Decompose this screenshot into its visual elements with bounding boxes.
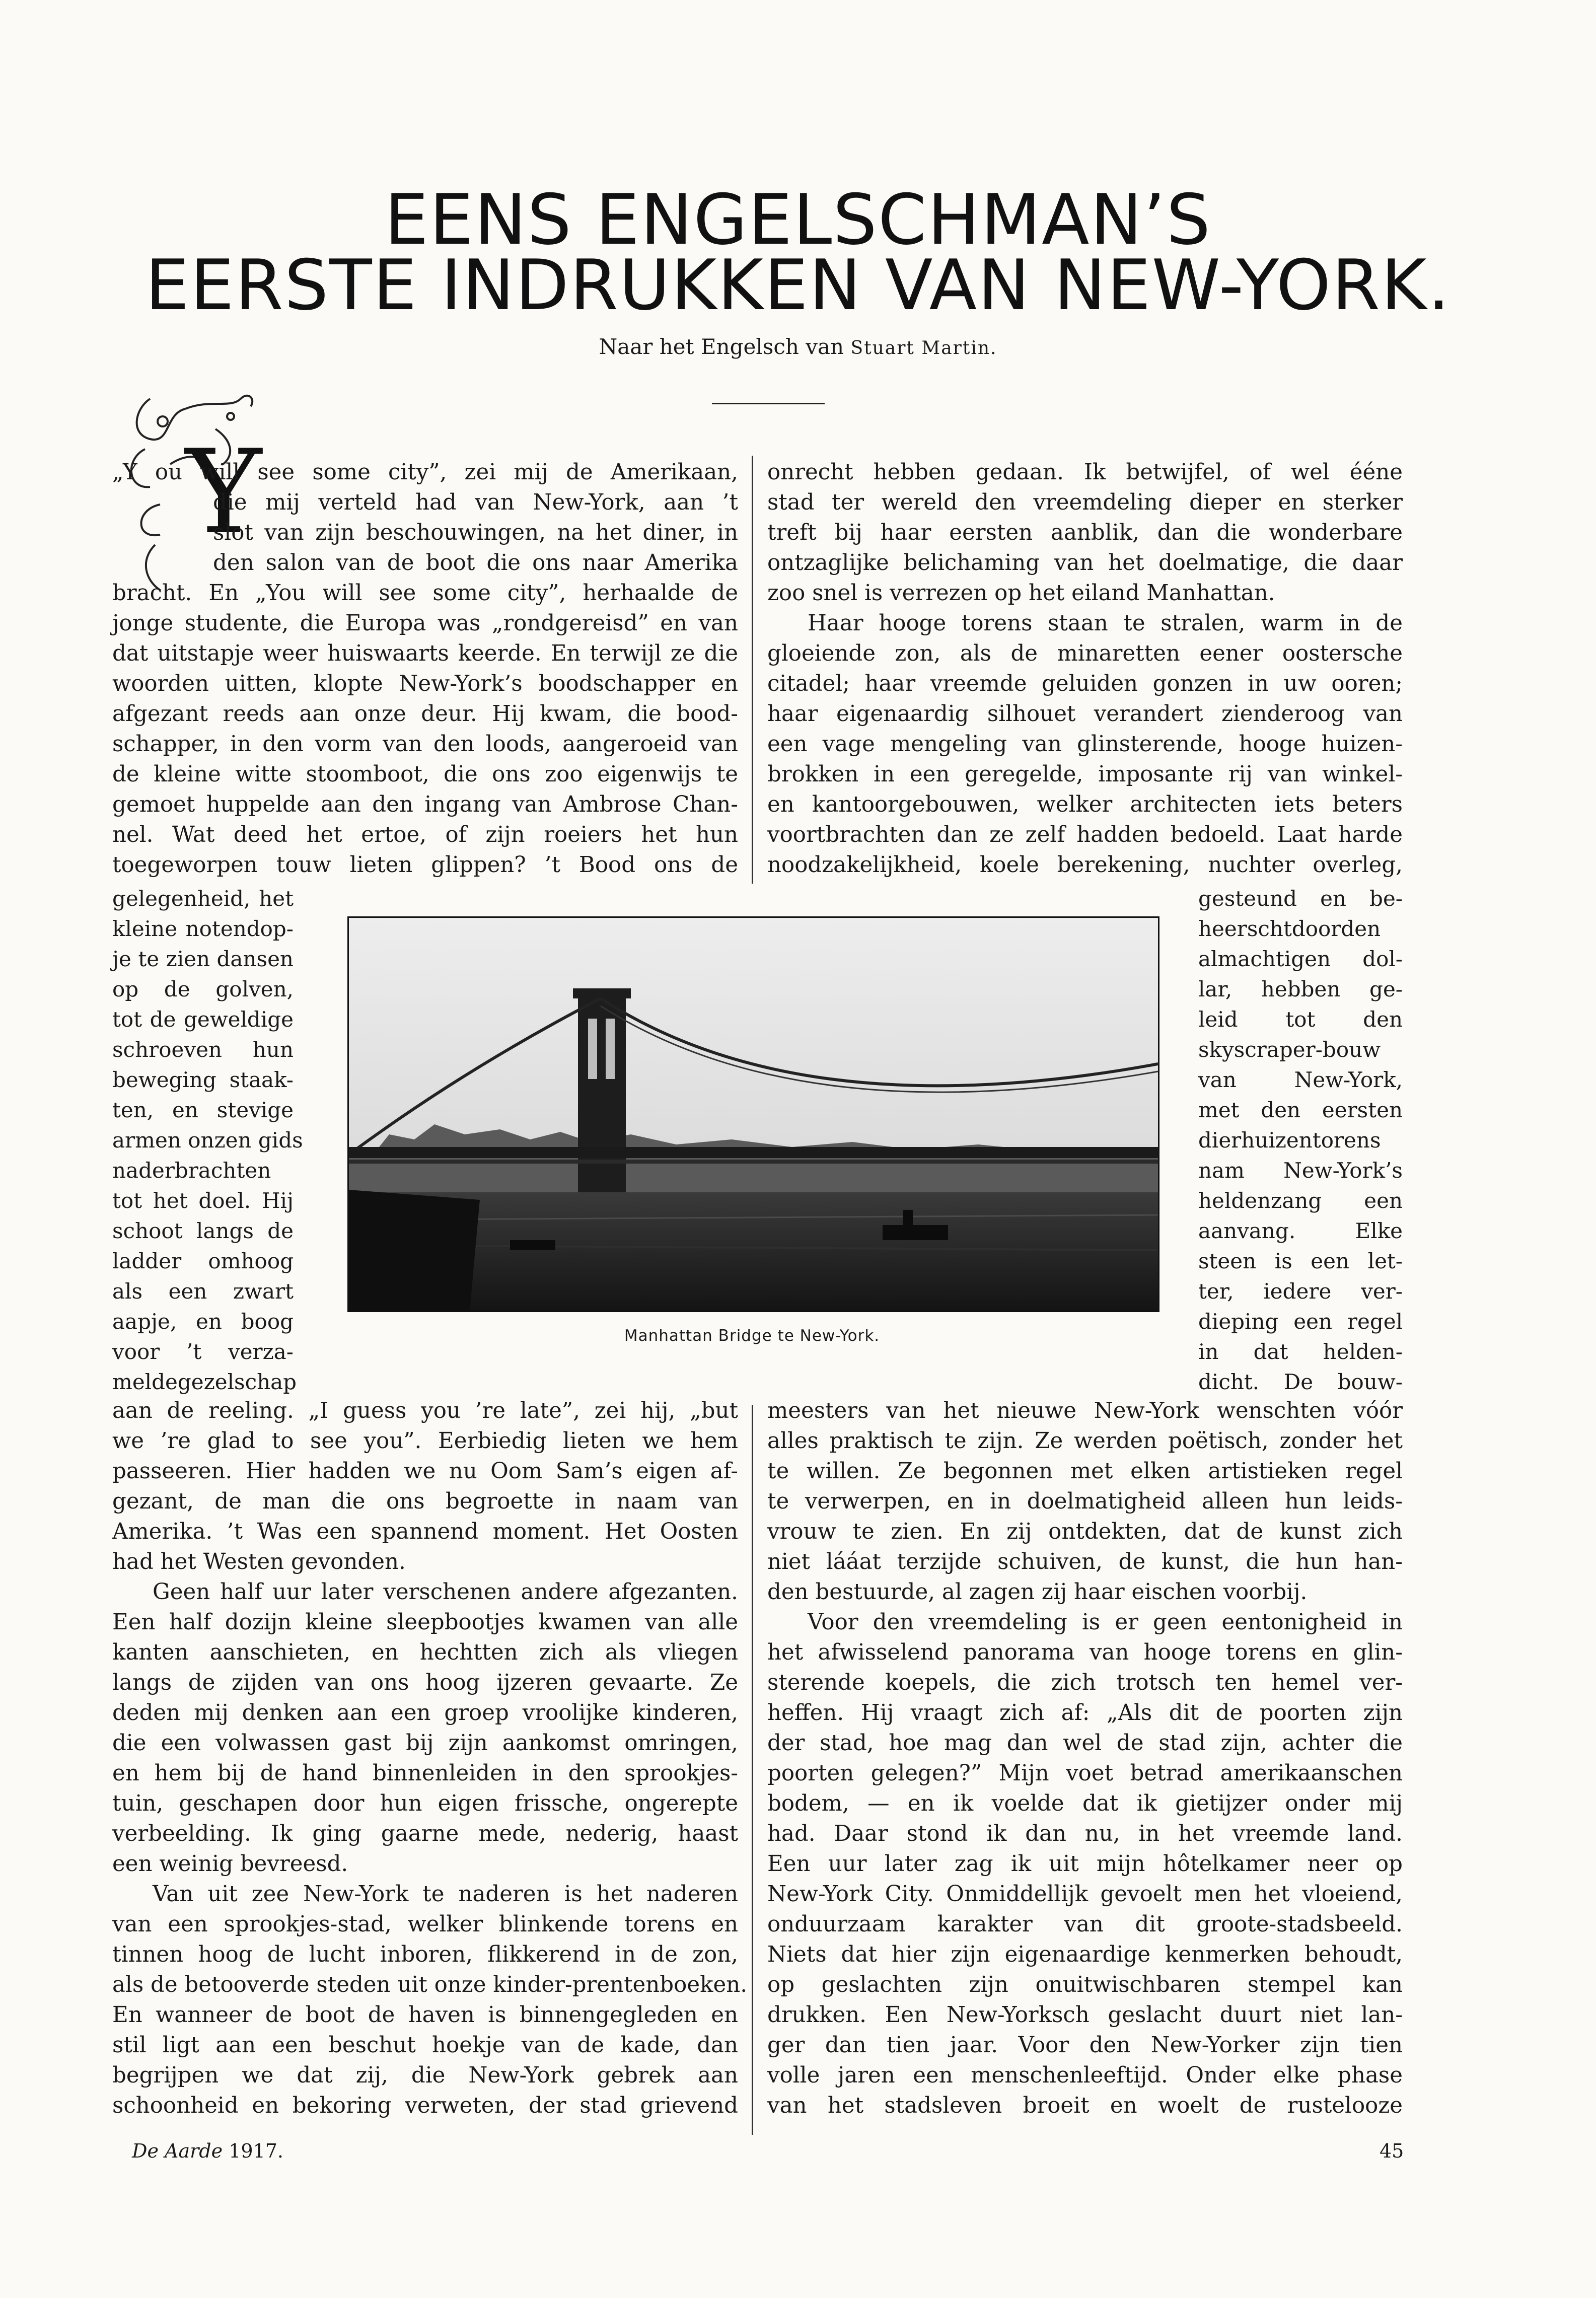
text-line: voortbrachten dan ze zelf hadden bedoeld. Laat harde xyxy=(767,822,1403,847)
left-column-top xyxy=(112,457,738,880)
text-line: een weinig bevreesd. xyxy=(112,1851,348,1877)
left-column-wrap xyxy=(112,884,303,1397)
text-line: langs de zijden van ons hoog ijzeren gevaarte. Ze xyxy=(112,1670,738,1695)
manhattan-bridge-photo xyxy=(347,916,1159,1312)
text-line: schoonheid en bekoring verweten, der stad grievend xyxy=(112,2093,738,2118)
text-line: vrouw te zien. En zij ontdekten, dat de kunst zich xyxy=(767,1519,1403,1544)
text-line: meesters van het nieuwe New-York wenschten vóór xyxy=(767,1398,1403,1423)
text-line: aan de reeling. „I guess you ’re late”, zei hij, „but xyxy=(112,1398,738,1423)
text-line: heerschtdoorden xyxy=(1198,916,1381,941)
text-line: tuin, geschapen door hun eigen frissche, ongerepte xyxy=(112,1791,738,1816)
text-line: onduurzaam karakter van dit groote-stadsbeeld. xyxy=(767,1912,1403,1937)
text-line: skyscraper-bouw xyxy=(1198,1037,1381,1062)
text-line: naderbrachten xyxy=(112,1158,271,1183)
text-line: New-York City. Onmiddellijk gevoelt men het vloeiend, xyxy=(767,1882,1403,1907)
footer-journal xyxy=(132,2140,283,2162)
text-line: stil ligt aan een beschut hoekje van de kade, dan xyxy=(112,2033,738,2058)
text-line: heffen. Hij vraagt zich af: „Als dit de poorten zijn xyxy=(767,1700,1403,1726)
title-divider xyxy=(712,403,825,404)
text-line: kleine notendop- xyxy=(112,916,294,941)
byline xyxy=(0,336,1596,357)
text-line: gloeiende zon, als de minaretten eener oostersche xyxy=(767,641,1403,666)
right-column-top xyxy=(767,457,1403,880)
text-line: kanten aanschieten, en hechtten zich als vliegen xyxy=(112,1640,738,1665)
text-line: noodzakelijkheid, koele berekening, nuchter overleg, xyxy=(767,852,1403,878)
text-line: van het stadsleven broeit en woelt de rustelooze xyxy=(767,2093,1403,2118)
text-line: den salon van de boot die ons naar Amerika xyxy=(213,550,738,576)
text-line: ontzaglijke belichaming van het doelmatige, die daar xyxy=(767,550,1403,576)
text-line: deden mij denken aan een groep vroolijke kinderen, xyxy=(112,1700,738,1726)
left-column-bottom xyxy=(112,1396,748,2121)
text-line: we ’re glad to see you”. Eerbiedig lieten we hem xyxy=(112,1428,738,1454)
text-line: Een uur later zag ik uit mijn hôtelkamer neer op xyxy=(767,1851,1403,1877)
text-line: alles praktisch te zijn. Ze werden poëtisch, zonder het xyxy=(767,1428,1403,1454)
right-column-bottom xyxy=(767,1396,1403,2121)
right-column-wrap xyxy=(1198,884,1403,1397)
text-line: treft bij haar eersten aanblik, dan die wonderbare xyxy=(767,520,1403,545)
text-line: afgezant reeds aan onze deur. Hij kwam, die bood- xyxy=(112,701,738,727)
text-line: Van uit zee New-York te naderen is het naderen xyxy=(153,1882,738,1907)
text-line: voor ’t verza- xyxy=(112,1339,294,1364)
text-line: en hem bij de hand binnenleiden in den sprookjes- xyxy=(112,1761,738,1786)
text-line: nam New-York’s xyxy=(1198,1158,1403,1183)
text-line: Niets dat hier zijn eigenaardige kenmerken behoudt, xyxy=(767,1942,1403,1967)
text-line: ten, en stevige xyxy=(112,1098,294,1122)
text-line: aapje, en boog xyxy=(112,1309,294,1334)
text-line: bracht. En „You will see some city”, herhaalde de xyxy=(112,581,738,606)
text-line: dieping een regel xyxy=(1198,1309,1403,1334)
footer-year: 1917. xyxy=(229,2140,284,2162)
text-line: gezant, de man die ons begroette in naam van xyxy=(112,1489,738,1514)
text-line: haar eigenaardig silhouet verandert zienderoog van xyxy=(767,701,1403,727)
text-line: „Y ou will see some city”, zei mij de Amerikaan, xyxy=(112,460,738,485)
text-line: Haar hooge torens staan te stralen, warm in de xyxy=(808,611,1403,636)
text-line: van New-York, xyxy=(1198,1067,1403,1092)
text-line: ger dan tien jaar. Voor den New-Yorker zijn tien xyxy=(767,2033,1403,2058)
bridge-illustration xyxy=(349,918,1158,1311)
text-line: gemoet huppelde aan den ingang van Ambrose Chan- xyxy=(112,792,738,817)
text-line: schoot langs de xyxy=(112,1218,294,1243)
column-divider-top xyxy=(752,456,753,884)
text-line: ladder omhoog xyxy=(112,1249,294,1273)
text-line: jonge studente, die Europa was „rondgereisd” en van xyxy=(112,611,738,636)
text-line: passeeren. Hier hadden we nu Oom Sam’s eigen af- xyxy=(112,1459,738,1484)
text-line: toegeworpen touw lieten glippen? ’t Bood ons de xyxy=(112,852,738,878)
text-line: in dat helden- xyxy=(1198,1339,1403,1364)
dropcap-letter: Y xyxy=(185,425,262,560)
text-line: met den eersten xyxy=(1198,1098,1403,1122)
text-line: aanvang. Elke xyxy=(1198,1218,1403,1243)
text-line: had. Daar stond ik dan nu, in het vreemde land. xyxy=(767,1821,1403,1846)
text-line: Voor den vreemdeling is er geen eentonigheid in xyxy=(808,1610,1403,1635)
text-line: En wanneer de boot de haven is binnengegleden en xyxy=(112,2002,738,2028)
text-line: lar, hebben ge- xyxy=(1198,977,1403,1001)
text-line: tinnen hoog de lucht inboren, flikkerend in de zon, xyxy=(112,1942,738,1967)
article-title-line-1: EENS ENGELSCHMAN’S xyxy=(384,179,1212,260)
text-line: woorden uitten, klopte New-York’s boodschapper en xyxy=(112,671,738,696)
text-line: tot het doel. Hij xyxy=(112,1188,294,1213)
text-line: schapper, in den vorm van den loods, aangeroeid van xyxy=(112,732,738,757)
text-line: drukken. Een New-Yorksch geslacht duurt niet lan- xyxy=(767,2002,1403,2028)
text-line: die mij verteld had van New-York, aan ’t xyxy=(213,490,738,515)
text-line: je te zien dansen xyxy=(112,947,294,971)
text-line: steen is een let- xyxy=(1198,1249,1403,1273)
text-line: en kantoorgebouwen, welker architecten iets beters xyxy=(767,792,1403,817)
text-line: der stad, hoe mag dan wel de stad zijn, achter die xyxy=(767,1731,1403,1756)
text-line: bodem, — en ik voelde dat ik gietijzer onder mij xyxy=(767,1791,1403,1816)
text-line: ter, iedere ver- xyxy=(1198,1279,1403,1304)
text-line: de kleine witte stoomboot, die ons zoo eigenwijs te xyxy=(112,762,738,787)
text-line: schroeven hun xyxy=(112,1037,294,1062)
text-line: stad ter wereld den vreemdeling dieper en sterker xyxy=(767,490,1403,515)
text-line: beweging staak- xyxy=(112,1067,294,1092)
text-line: armen onzen gids xyxy=(112,1128,303,1153)
text-line: almachtigen dol- xyxy=(1198,947,1403,971)
text-line: gesteund en be- xyxy=(1198,886,1403,911)
text-line: dierhuizentorens xyxy=(1198,1128,1381,1153)
text-line: sterende koepels, die zich trotsch ten hemel ver- xyxy=(767,1670,1403,1695)
text-line: had het Westen gevonden. xyxy=(112,1549,406,1574)
text-line: te verwerpen, en in doelmatigheid alleen hun leids- xyxy=(767,1489,1403,1514)
text-line: tot de geweldige xyxy=(112,1007,294,1032)
column-divider-bottom xyxy=(752,1405,753,2135)
text-line: gelegenheid, het xyxy=(112,886,294,911)
text-line: dicht. De bouw- xyxy=(1198,1370,1403,1394)
footer-journal-name: De Aarde xyxy=(132,2140,223,2162)
photo-caption: Manhattan Bridge te New-York. xyxy=(624,1327,880,1345)
text-line: als de betooverde steden uit onze kinder-prentenboeken. xyxy=(112,1972,748,1997)
article-title-line-2: EERSTE INDRUKKEN VAN NEW-YORK. xyxy=(145,245,1451,326)
text-line: citadel; haar vreemde geluiden gonzen in uw ooren; xyxy=(767,671,1403,696)
text-line: brokken in een geregelde, imposante rij van winkel- xyxy=(767,762,1403,787)
text-line: te willen. Ze begonnen met elken artistieken regel xyxy=(767,1459,1403,1484)
text-line: slot van zijn beschouwingen, na het diner, in xyxy=(213,520,738,545)
text-line: dat uitstapje weer huiswaarts keerde. En terwijl ze die xyxy=(112,641,738,666)
text-line: verbeelding. Ik ging gaarne mede, nederig, haast xyxy=(112,1821,738,1846)
text-line: Geen half uur later verschenen andere afgezanten. xyxy=(153,1579,738,1605)
page-number: 45 xyxy=(1380,2140,1404,2162)
text-line: die een volwassen gast bij zijn aankomst omringen, xyxy=(112,1731,738,1756)
byline-author: Stuart Martin. xyxy=(850,338,997,358)
text-line: als een zwart xyxy=(112,1279,294,1304)
text-line: nel. Wat deed het ertoe, of zijn roeiers het hun xyxy=(112,822,738,847)
text-line: het afwisselend panorama van hooge torens en glin- xyxy=(767,1640,1403,1665)
text-line: op geslachten zijn onuitwischbaren stempel kan xyxy=(767,1972,1403,1997)
text-line: zoo snel is verrezen op het eiland Manhattan. xyxy=(767,581,1275,606)
byline-prefix: Naar het Engelsch van xyxy=(599,334,844,359)
text-line: op de golven, xyxy=(112,977,294,1001)
text-line: onrecht hebben gedaan. Ik betwijfel, of wel ééne xyxy=(767,460,1403,485)
text-line: poorten gelegen?” Mijn voet betrad amerikaanschen xyxy=(767,1761,1403,1786)
text-line: niet lááat terzijde schuiven, de kunst, die hun han- xyxy=(767,1549,1403,1574)
text-line: heldenzang een xyxy=(1198,1188,1403,1213)
text-line: meldegezelschap xyxy=(112,1370,297,1394)
text-line: Een half dozijn kleine sleepbootjes kwamen van alle xyxy=(112,1610,738,1635)
text-line: Amerika. ’t Was een spannend moment. Het Oosten xyxy=(112,1519,738,1544)
text-line: begrijpen we dat zij, die New-York gebrek aan xyxy=(112,2063,738,2088)
text-line: van een sprookjes-stad, welker blinkende torens en xyxy=(112,1912,738,1937)
text-line: leid tot den xyxy=(1198,1007,1403,1032)
text-line: den bestuurde, al zagen zij haar eischen voorbij. xyxy=(767,1579,1308,1605)
text-line: een vage mengeling van glinsterende, hooge huizen- xyxy=(767,732,1403,757)
text-line: volle jaren een menschenleeftijd. Onder elke phase xyxy=(767,2063,1403,2088)
